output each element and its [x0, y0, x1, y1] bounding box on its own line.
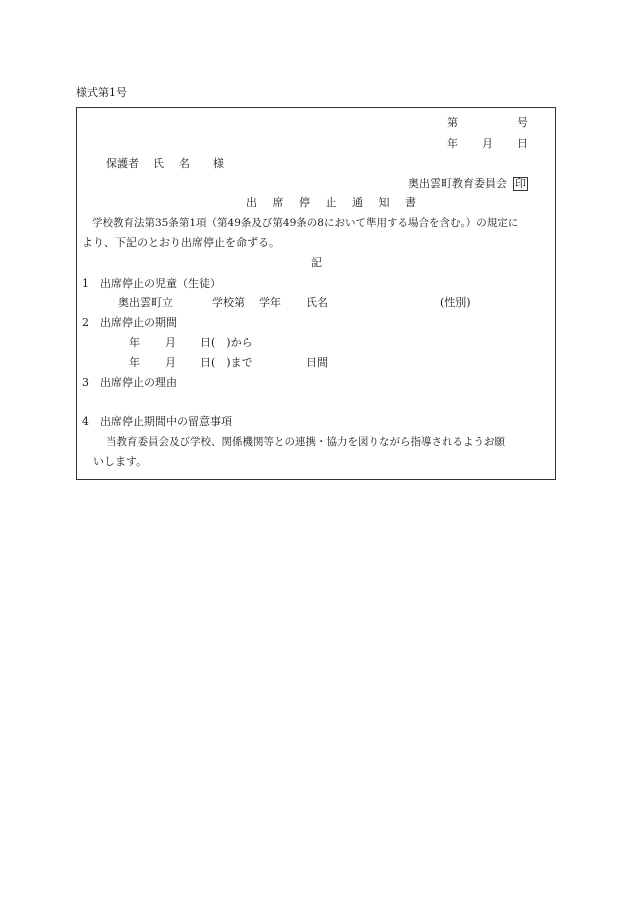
doc-number-suffix: 号	[517, 116, 528, 129]
period-to-day: 日( )まで	[200, 356, 253, 369]
document-title: 出 席 停 止 通 知 書	[246, 196, 422, 209]
issuer-line	[408, 177, 528, 191]
period-to-month: 月	[165, 356, 176, 369]
seal-mark: 印	[515, 177, 526, 190]
section-4-line-1: 当教育委員会及び学校、関係機関等との連携・協力を図りながら指導されるようお願	[106, 436, 505, 448]
body-text-line-2: より、下記のとおり出席停止を命ずる。	[82, 236, 280, 249]
section-3-title: 3 出席停止の理由	[82, 376, 177, 389]
period-from-year: 年	[129, 336, 140, 349]
body-text-line-1: 学校教育法第35条第1項（第49条及び第49条の8において準用する場合を含む。）の規定に	[92, 217, 519, 229]
date-day: 日	[517, 137, 528, 150]
form-number-label: 様式第1号	[76, 86, 127, 99]
issuer-name: 奥出雲町教育委員会	[408, 177, 507, 190]
section-2-title: 2 出席停止の期間	[82, 316, 177, 329]
section-1-town: 奥出雲町立	[118, 296, 173, 309]
recipient-role: 保護者	[106, 157, 139, 170]
period-from-month: 月	[165, 336, 176, 349]
recipient-name-label: 氏 名	[153, 157, 192, 170]
period-from-day: 日( )から	[200, 336, 253, 349]
ki-heading: 記	[311, 256, 322, 269]
period-days: 日間	[306, 356, 328, 369]
doc-number-prefix: 第	[447, 116, 458, 129]
section-1-name: 氏名	[306, 296, 328, 309]
date-month: 月	[482, 137, 493, 150]
recipient-honorific: 様	[213, 157, 224, 170]
section-1-school: 学校第	[212, 296, 245, 309]
section-4-line-2: いします。	[93, 455, 148, 468]
section-4-title: 4 出席停止期間中の留意事項	[82, 415, 232, 428]
section-1-grade: 学年	[259, 296, 281, 309]
section-1-title: 1 出席停止の児童（生徒）	[82, 277, 221, 290]
section-1-gender: (性別)	[440, 296, 471, 309]
date-year: 年	[447, 137, 458, 150]
period-to-year: 年	[129, 356, 140, 369]
